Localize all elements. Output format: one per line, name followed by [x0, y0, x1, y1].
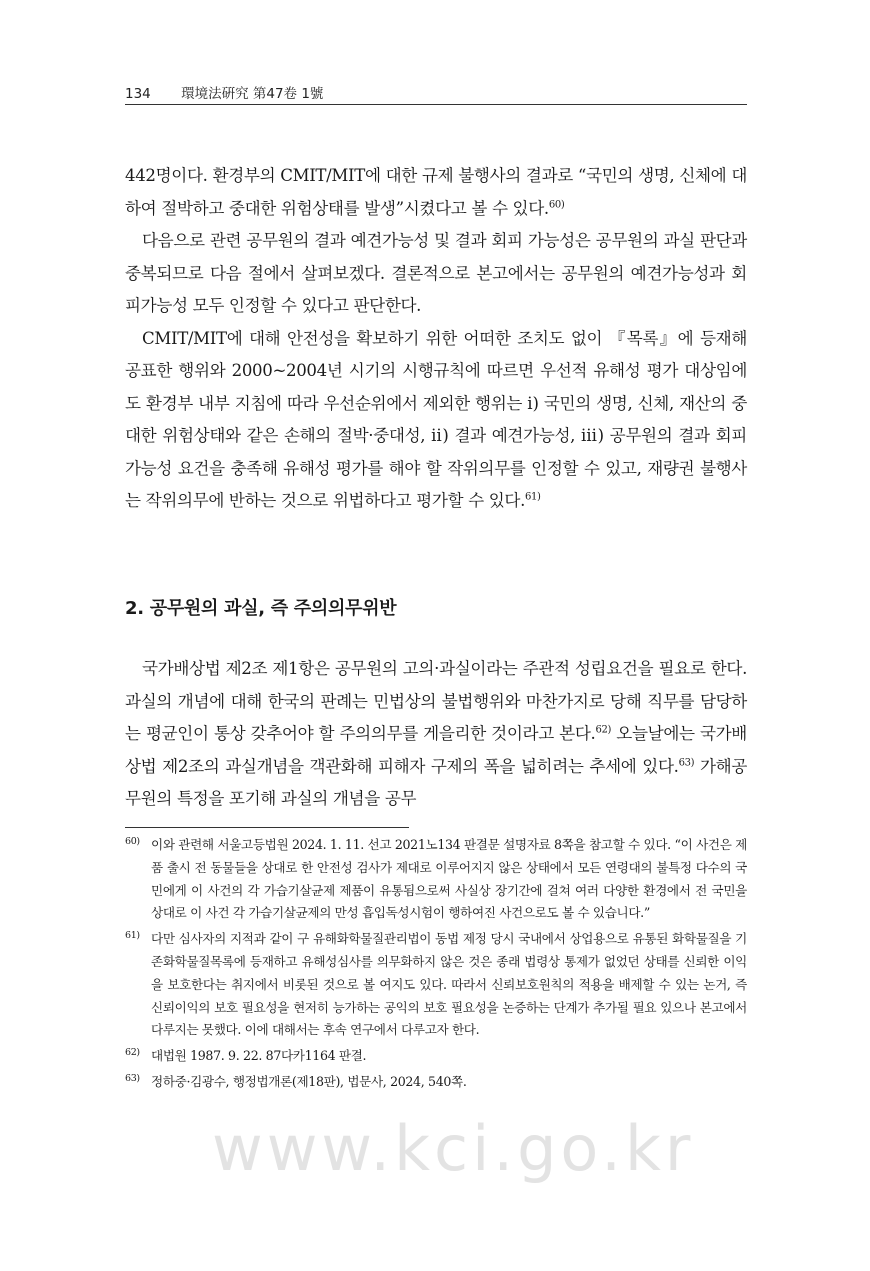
body-text [125, 160, 747, 518]
paragraph: 442명이다. 환경부의 CMIT/MIT에 대한 규제 불행사의 결과로 “국민의 생명, 신체에 대하여 절박하고 중대한 위험상태를 발생”시켰다고 볼 수 있다.$^{60)}$ [125, 166, 747, 218]
footnote-ref[interactable]: 60) [548, 198, 565, 210]
running-header [125, 82, 747, 104]
section-heading: 2. 공무원의 과실, 즉 주의의무위반 [125, 598, 397, 619]
footnote-number: 60) [125, 836, 140, 847]
footnote-ref[interactable]: 62) [595, 724, 612, 736]
paragraph: CMIT/MIT에 대해 안전성을 확보하기 위한 어떠한 조치도 없이 『목록』에 등재해 공표한 행위와 2000~2004년 시기의 시행규칙에 따르면 우선적 유해성 평가 대상임에도 환경부 내부 지침에 따라 우선순위에서 제외한 행위는 ⅰ) 국민의 생명, 신체, 재산의 중대한 위험상태와 같은 손해의 절박·중대성, ⅱ) 결과 예견가능성, ⅲ) 공무원의 결과 회피 가능성 요건을 충족해 유해성 평가를 해야 할 작위의무를 인정할 수 있고, 재량권 불행사는 작위의무에 반하는 것으로 위법하다고 평가할 수 있다.$^{61)}$ [125, 328, 747, 510]
footnote-number: 61) [125, 930, 140, 942]
footnote-number: 62) [125, 1047, 140, 1059]
footnote-item [125, 834, 747, 925]
watermark: www.kci.go.kr [212, 1112, 695, 1185]
paragraph: 다음으로 관련 공무원의 결과 예견가능성 및 결과 회피 가능성은 공무원의 과실 판단과 중복되므로 다음 절에서 살펴보겠다. 결론적으로 본고에서는 공무원의 예견가능성과 회피가능성 모두 인정할 수 있다고 판단한다. [125, 231, 747, 315]
section-body [125, 653, 747, 816]
footnote-item [125, 928, 747, 1042]
footnote-item [125, 1071, 747, 1094]
footnote-item [125, 1045, 747, 1068]
footnote-text: 대법원 1987. 9. 22. 87다카1164 판결. [151, 1048, 367, 1064]
footnote-text: 다만 심사자의 지적과 같이 구 유해화학물질관리법이 동법 제정 당시 국내에서 상업용으로 유통된 화학물질을 기존화학물질목록에 등재하고 유해성심사를 의무화하지 않은 것은 종래 법령상 통제가 없었던 상태를 신뢰한 이익을 보호한다는 취지에서 비롯된 것으로 볼 여지도 있다. 따라서 신뢰보호원칙의 적용을 배제할 수 있는 논거, 즉 신뢰이익의 보호 필요성을 현저히 능가하는 공익의 보호 필요성을 논증하는 단계가 추가될 필요 있으나 본고에서 다루지는 못했다. 이에 대해서는 후속 연구에서 다루고자 한다. [151, 931, 747, 1038]
footnote-text: 이와 관련해 서울고등법원 2024. 1. 11. 선고 2021노134 판결문 설명자료 8쪽을 참고할 수 있다. “이 사건은 제품 출시 전 동물들을 상대로 한 안전성 검사가 제대로 이루어지지 않은 상태에서 모든 연령대의 불특정 다수의 국민에게 이 사건의 각 가습기살균제 제품이 유통됨으로써 사실상 장기간에 걸쳐 여러 다양한 환경에서 전 국민을 상대로 이 사건 각 가습기살균제의 만성 흡입독성시험이 행하여진 사건으로도 볼 수 있습니다.” [151, 837, 747, 921]
page-number: 134 [125, 86, 151, 102]
footnote-ref[interactable]: 61) [525, 491, 541, 503]
header-rule [125, 104, 747, 105]
footnote-number: 63) [125, 1072, 140, 1084]
footnotes [125, 834, 747, 1097]
journal-title: 環境法硏究 第47卷 1號 [181, 86, 324, 102]
footnote-text: 정하중·김광수, 행정법개론(제18판), 법문사, 2024, 540쪽. [151, 1073, 467, 1089]
paragraph: 국가배상법 제2조 제1항은 공무원의 고의·과실이라는 주관적 성립요건을 필요로 한다. 과실의 개념에 대해 한국의 판례는 민법상의 불법행위와 마찬가지로 당해 직무를 담당하는 평균인이 통상 갖추어야 할 주의의무를 게을리한 것이라고 본다.$^{62)}$ 오늘날에는 국가배상법 제2조의 과실개념을 객관화해 피해자 구제의 폭을 넓히려는 추세에 있다.$^{63)}$ 가해공무원의 특정을 포기해 과실의 개념을 공무 [125, 659, 747, 808]
footnote-separator [125, 827, 409, 828]
footnote-ref[interactable]: 63) [678, 756, 695, 768]
